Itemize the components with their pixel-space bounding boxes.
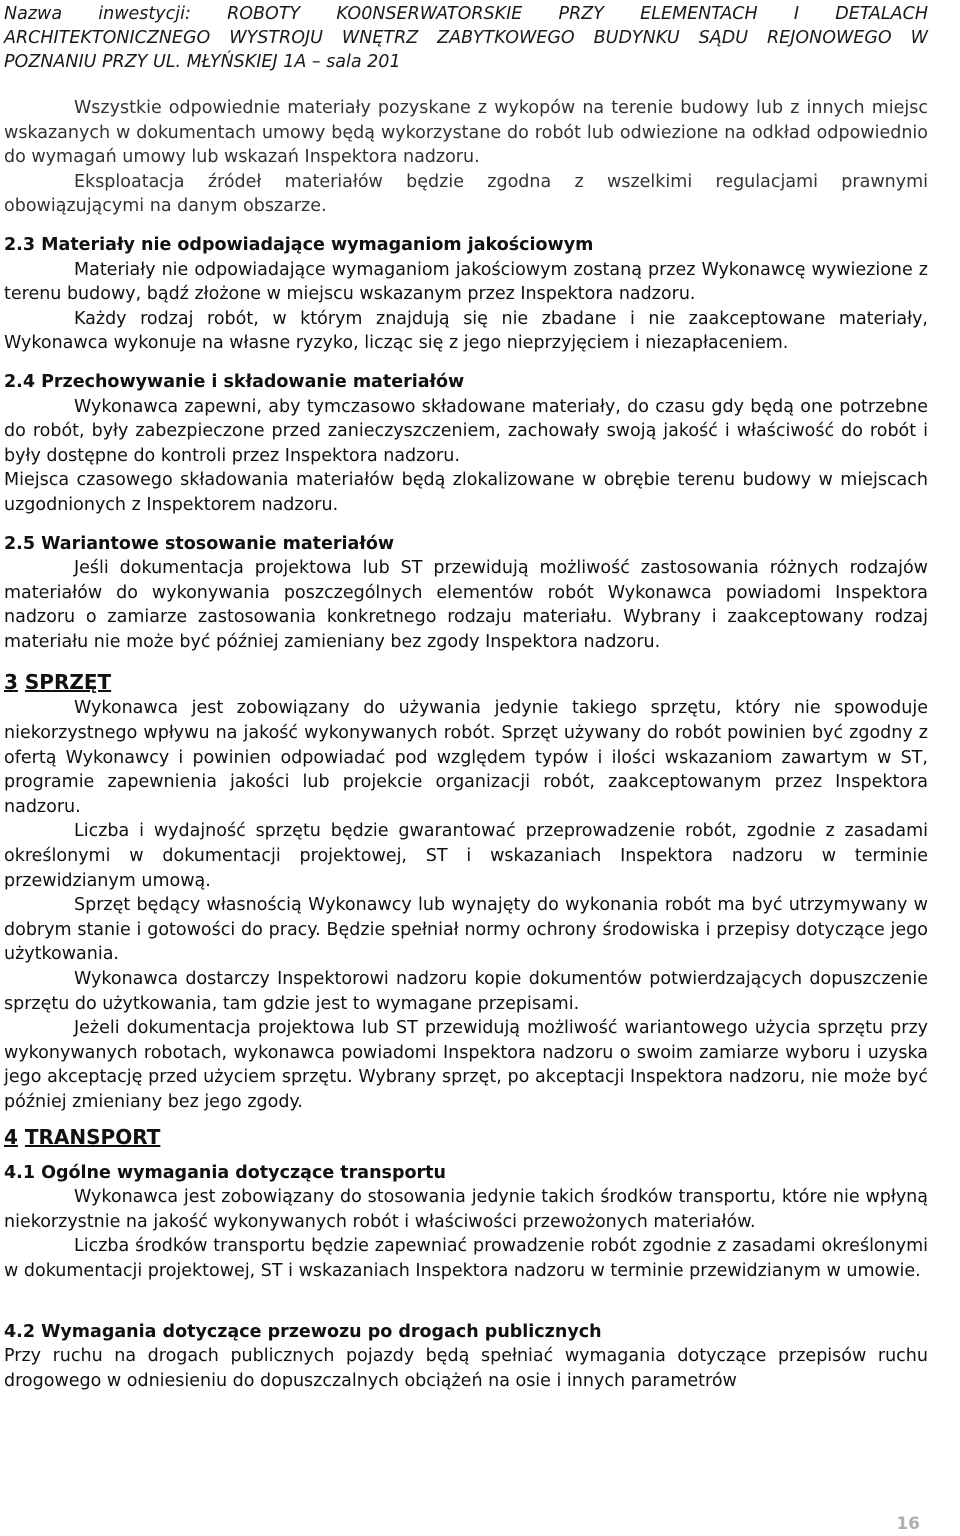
section-paragraph: Jeżeli dokumentacja projektowa lub ST przewidują możliwość wariantowego użycia sprzętu przy wykonywanych robotach, wykonawca powiadomi Inspektora nadzoru o swoim zamiarze wyboru i uzyska jego akceptację przed użyciem sprzętu. Wybrany sprzęt, po akceptacji Inspektora nadzoru, nie może być później zmieniany bez jego zgody.: [4, 1018, 928, 1112]
document-header: [4, 2, 928, 74]
section-heading: 4.1 Ogólne wymagania dotyczące transportu: [4, 1162, 446, 1183]
header-word: ELEMENTACH: [640, 4, 758, 24]
chapter-title: SPRZĘT: [24, 670, 112, 695]
header-line-3: [4, 50, 928, 74]
header-word: DETALACH: [835, 4, 928, 24]
section-paragraph: Materiały nie odpowiadające wymaganiom jakościowym zostaną przez Wykonawcę wywiezione z terenu budowy, bądź złożone w miejscu wskazanym przez Inspektora nadzoru.: [4, 259, 928, 305]
header-word: PRZY: [558, 4, 604, 24]
document-page: [4, 0, 928, 1393]
chapter-heading: [4, 668, 928, 696]
section-paragraph: Jeśli dokumentacja projektowa lub ST przewidują możliwość zastosowania różnych rodzajów materiałów do wykonywania poszczególnych elementów robót Wykonawca powiadomi Inspektora nadzoru o zamiarze zastosowania konkretnego rodzaju materiału. Wybrany i zaakceptowany rodzaj materiału nie może być później zamieniany bez zgody Inspektora nadzoru.: [4, 558, 928, 652]
section-paragraph: Sprzęt będący własnością Wykonawcy lub wynajęty do wykonania robót ma być utrzymywany w dobrym stanie i gotowości do pracy. Będzie spełniał normy ochrony środowiska i przepisy dotyczące jego użytkowania.: [4, 895, 928, 965]
section-3: [4, 668, 928, 1114]
chapter-title: TRANSPORT: [24, 1124, 161, 1149]
header-location: POZNANIU PRZY UL. MŁYŃSKIEJ 1A – sala 201: [4, 52, 401, 72]
page-number: 16: [896, 1514, 920, 1534]
intro-section: [4, 96, 928, 219]
intro-paragraph-1: Wszystkie odpowiednie materiały pozyskane z wykopów na terenie budowy lub z innych miejsc wskazanych w dokumentach umowy będą wykorzystane do robót lub odwiezione na odkład odpowiednio do wymagań umowy lub wskazań Inspektora nadzoru.: [4, 98, 928, 168]
section-paragraph: Wykonawca dostarczy Inspektorowi nadzoru kopie dokumentów potwierdzających dopuszczenie sprzętu do użytkowania, tam gdzie jest to wymagane przepisami.: [4, 969, 928, 1014]
header-word: SĄDU: [698, 28, 749, 48]
header-word: inwestycji:: [98, 4, 191, 24]
chapter-number: 4: [4, 1124, 18, 1149]
header-line-2: [4, 26, 928, 50]
header-word: REJONOWEGO: [766, 28, 892, 48]
section-paragraph: Miejsca czasowego składowania materiałów będą zlokalizowane w obrębie terenu budowy w miejscach uzgodnionych z Inspektorem nadzoru.: [4, 470, 928, 515]
section-heading: 4.2 Wymagania dotyczące przewozu po drogach publicznych: [4, 1321, 602, 1342]
section-heading: 2.5 Wariantowe stosowanie materiałów: [4, 533, 395, 554]
header-word: ROBOTY: [227, 4, 301, 24]
section-2-3: [4, 233, 928, 356]
section-2-5: [4, 532, 928, 655]
section-2-4: [4, 370, 928, 518]
header-word: WYSTROJU: [229, 28, 323, 48]
section-4: [4, 1123, 928, 1151]
section-paragraph: Liczba i wydajność sprzętu będzie gwarantować przeprowadzenie robót, zgodnie z zasadami określonymi w dokumentacji projektowej, ST i wskazaniach Inspektora nadzoru w terminie przewidzianym umową.: [4, 821, 928, 891]
section-heading: 2.3 Materiały nie odpowiadające wymaganiom jakościowym: [4, 234, 594, 255]
section-paragraph: Wykonawca jest zobowiązany do stosowania jedynie takich środków transportu, które nie wpłyną niekorzystnie na jakość wykonywanych robót i właściwości przewożonych materiałów.: [4, 1187, 928, 1232]
header-word: BUDYNKU: [593, 28, 680, 48]
section-4-1: [4, 1161, 928, 1284]
section-paragraph: Przy ruchu na drogach publicznych pojazdy będą spełniać wymagania dotyczące przepisów ruchu drogowego w odniesieniu do dopuszczalnych obciążeń na osie i innych parametrów: [4, 1346, 928, 1391]
intro-paragraph-2: Eksploatacja źródeł materiałów będzie zgodna z wszelkimi regulacjami prawnymi obowiązującymi na danym obszarze.: [4, 171, 928, 217]
chapter-heading: [4, 1123, 928, 1151]
header-word: W: [910, 28, 928, 48]
header-word: I: [793, 4, 800, 24]
section-paragraph: Wykonawca zapewni, aby tymczasowo składowane materiały, do czasu gdy będą one potrzebne do robót, były zabezpieczone przed zanieczyszczeniem, zachowały swoją jakość i właściwość do robót i były dostępne do kontroli przez Inspektora nadzoru.: [4, 396, 928, 466]
header-word: ARCHITEKTONICZNEGO: [4, 28, 211, 48]
section-paragraph: Wykonawca jest zobowiązany do używania jedynie takiego sprzętu, który nie spowoduje niekorzystnego wpływu na jakość wykonywanych robót. Sprzęt używany do robót powinien być zgodny z ofertą Wykonawcy i powinien odpowiadać pod względem typów i ilości wskazaniom zawartym w ST, programie zapewnienia jakości lub projekcie organizacji robót, zaakceptowanym przez Inspektora nadzoru.: [4, 698, 928, 817]
chapter-number: 3: [4, 670, 18, 695]
header-word: KO0NSERWATORSKIE: [336, 4, 523, 24]
section-paragraph: Liczba środków transportu będzie zapewniać prowadzenie robót zgodnie z zasadami określonymi w dokumentacji projektowej, ST i wskazaniach Inspektora nadzoru w terminie przewidzianym w umowie.: [4, 1236, 928, 1281]
section-heading: 2.4 Przechowywanie i składowanie materiałów: [4, 371, 465, 392]
section-4-2: [4, 1320, 928, 1394]
header-word: WNĘTRZ: [341, 28, 419, 48]
header-word: ZABYTKOWEGO: [437, 28, 575, 48]
header-line-1: [4, 2, 928, 26]
header-word: Nazwa: [4, 4, 63, 24]
section-paragraph: Każdy rodzaj robót, w którym znajdują się nie zbadane i nie zaakceptowane materiały, Wykonawca wykonuje na własne ryzyko, licząc się z jego nieprzyjęciem i niezapłaceniem.: [4, 308, 928, 354]
